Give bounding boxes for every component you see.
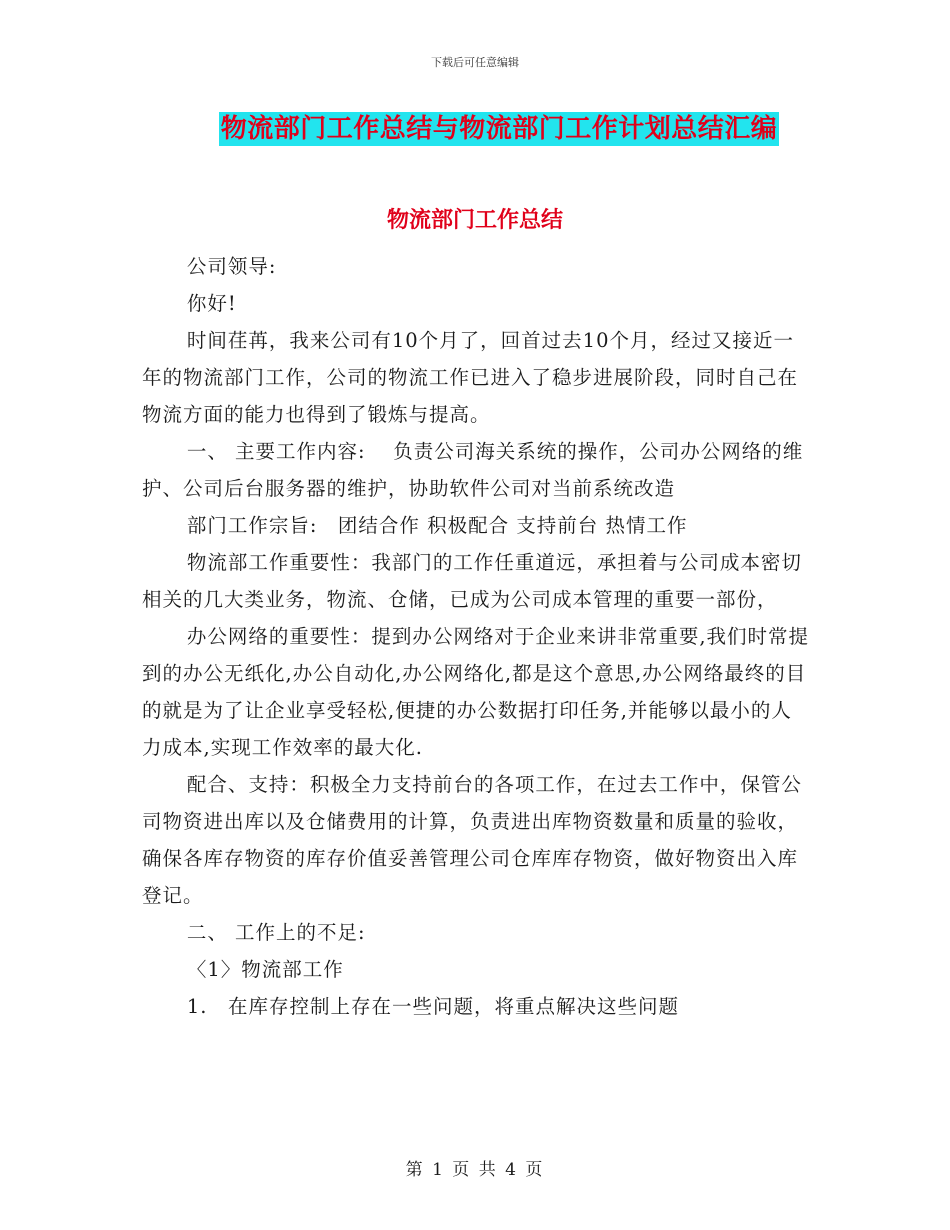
paragraph-cooperation-support: 配合、支持：积极全力支持前台的各项工作，在过去工作中，保管公司物资进出库以及仓储费用的计算，负责进出库物资数量和质量的验收，确保各库存物资的库存价值妥善管理公司仓库库存物资，做好物资出入库登记。: [142, 773, 802, 907]
paragraph-department-purpose: 部门工作宗旨: 团结合作 积极配合 支持前台 热情工作: [186, 514, 688, 537]
paragraph-logistics-work-heading: 〈1〉物流部工作: [186, 958, 344, 981]
document-title: 物流部门工作总结与物流部门工作计划总结汇编: [220, 114, 778, 144]
header-note: 下载后可任意编辑: [431, 56, 519, 69]
page-number-footer: 第 1 页 共 4 页: [405, 1160, 545, 1180]
section-title: 物流部门工作总结: [386, 207, 563, 233]
document-title-container: [0, 112, 950, 146]
paragraph-main-work: 一、 主要工作内容: 负责公司海关系统的操作，公司办公网络的维护、公司后台服务器的维护，协助软件公司对当前系统改造: [142, 440, 804, 500]
paragraph-greeting: 你好!: [186, 292, 237, 315]
paragraph-salutation: 公司领导:: [186, 255, 277, 278]
paragraph-shortcomings-heading: 二、 工作上的不足:: [186, 921, 366, 944]
document-body: [142, 248, 810, 1025]
paragraph-logistics-importance: 物流部工作重要性：我部门的工作任重道远，承担着与公司成本密切相关的几大类业务，物流、仓储，已成为公司成本管理的重要一部份，: [142, 551, 802, 611]
paragraph-intro: 时间荏苒，我来公司有10个月了，回首过去10个月，经过又接近一年的物流部门工作，公司的物流工作已进入了稳步进展阶段，同时自己在物流方面的能力也得到了锻炼与提高。: [142, 329, 799, 426]
paragraph-network-importance: 办公网络的重要性：提到办公网络对于企业来讲非常重要,我们时常提到的办公无纸化,办公自动化,办公网络化,都是这个意思,办公网络最终的目的就是为了让企业享受轻松,便捷的办公数据打印任务,并能够以最小的人力成本,实现工作效率的最大化.: [142, 625, 810, 759]
paragraph-inventory-issue: 1. 在库存控制上存在一些问题，将重点解决这些问题: [186, 995, 679, 1018]
